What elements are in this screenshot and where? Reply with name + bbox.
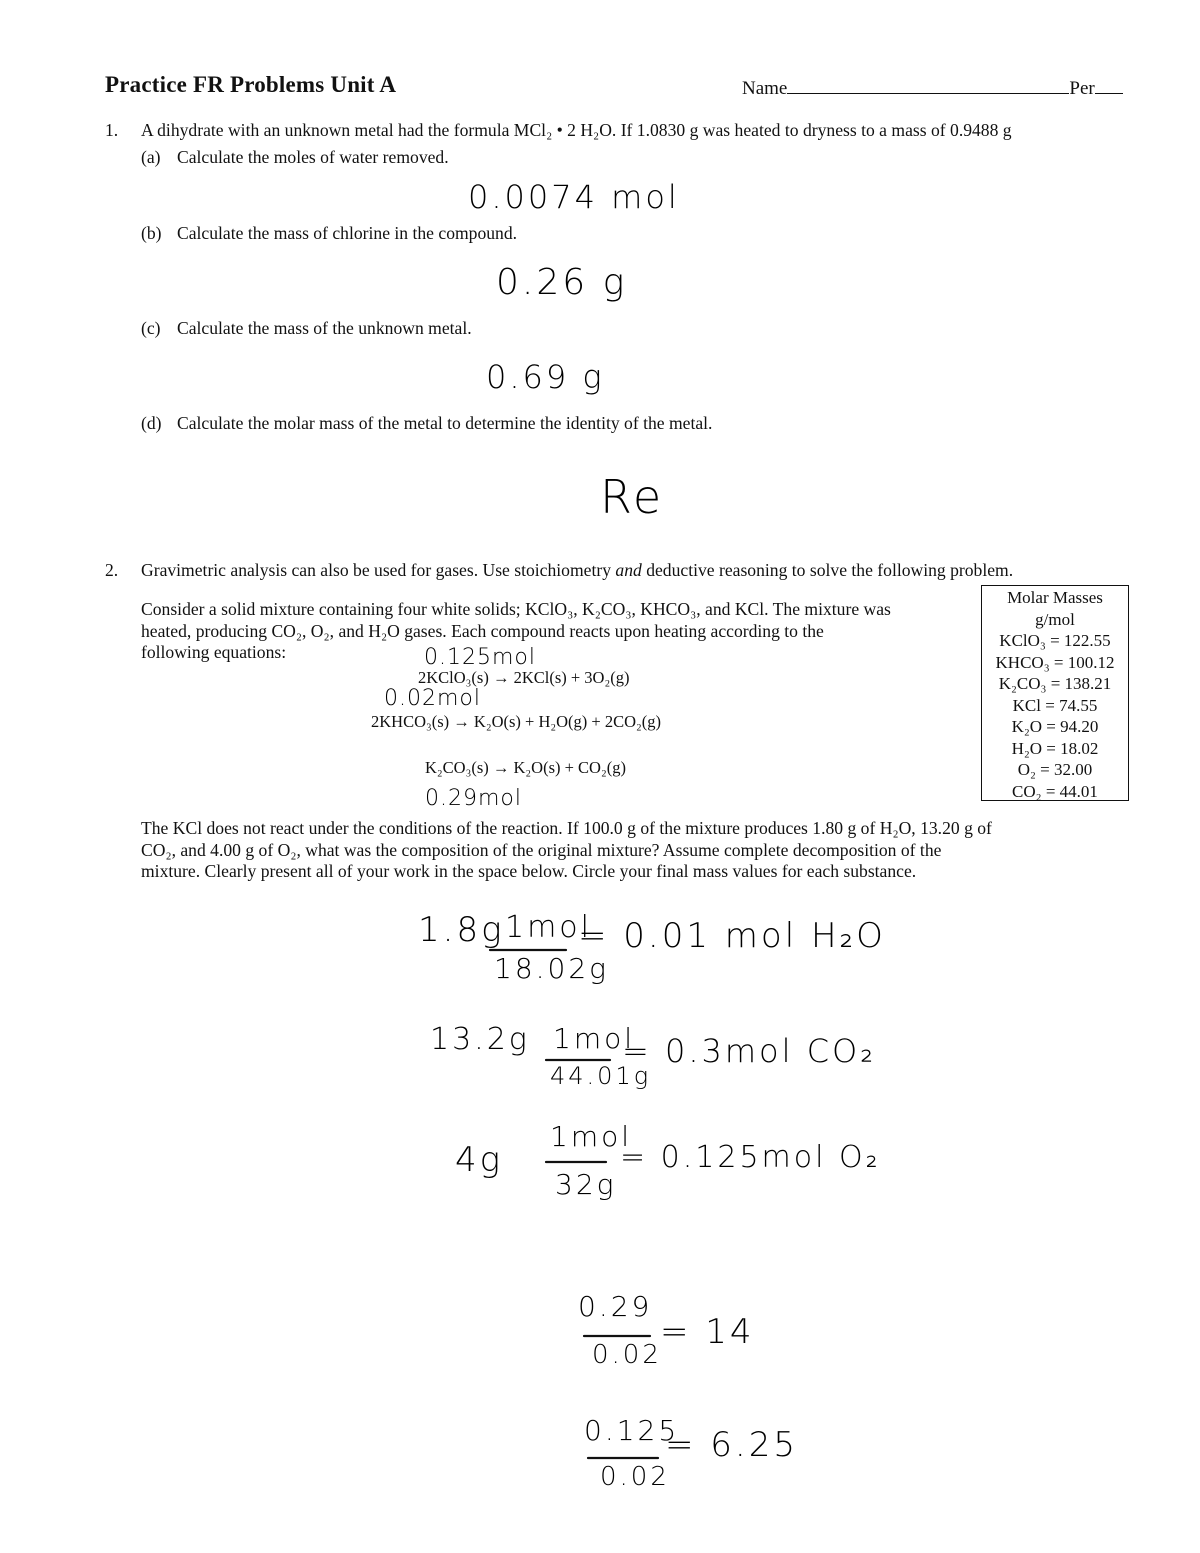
- part-b-answer: 0.26 g: [496, 262, 628, 303]
- work-2-denominator: 44.01g: [550, 1062, 652, 1090]
- part-b-label: (b): [141, 223, 162, 243]
- work-3-fraction-bar: [546, 1160, 616, 1164]
- work-3-unit: 1mol: [550, 1120, 632, 1153]
- work-1-numerator: 1.8g: [418, 910, 505, 950]
- per-label: Per: [1069, 78, 1095, 99]
- question-line: CO₂, and 4.00 g of O₂, what was the composition of the original mixture? Assume complete decomposition of the: [141, 839, 942, 860]
- work-2-unit: 1mol: [553, 1022, 635, 1055]
- work-1-unit: 1mol: [505, 910, 592, 945]
- ratio-2-result: = 6.25: [665, 1425, 798, 1465]
- paragraph-line: Consider a solid mixture containing four white solids; KClO₃, K₂CO₃, KHCO₃, and KCl. The mixture was: [141, 599, 891, 619]
- problem1-number: 1.: [105, 120, 119, 140]
- equation-note-1: 0.125mol: [424, 645, 536, 670]
- part-d-label: (d): [141, 413, 162, 433]
- name-field: [742, 76, 1123, 100]
- work-3-denominator: 32g: [555, 1168, 617, 1201]
- question-line: mixture. Clearly present all of your work in the space below. Circle your final mass values for each substance.: [141, 861, 917, 881]
- work-3-numerator: 4g: [455, 1140, 504, 1180]
- molar-mass-row: KHCO₃ = 100.12: [995, 652, 1115, 672]
- work-1-result: = 0.01 mol H₂O: [578, 916, 886, 956]
- question-line: The KCl does not react under the conditions of the reaction. If 100.0 g of the mixture produces 1.80 g of H₂O, 13.20 g of: [141, 818, 992, 838]
- molar-mass-row: K₂O = 94.20: [1011, 717, 1099, 736]
- molar-mass-row: H₂O = 18.02: [1011, 738, 1099, 758]
- equation-2: 2KHCO₃(s) → K₂O(s) + H₂O(g) + 2CO₂(g): [371, 712, 662, 731]
- ratio-2-fraction-bar: [588, 1456, 663, 1460]
- problem1-prompt: A dihydrate with an unknown metal had the formula MCl₂ • 2 H₂O. If 1.0830 g was heated to dryness to a mass of 0.9488 g: [141, 120, 1012, 140]
- part-d-text: Calculate the molar mass of the metal to determine the identity of the metal.: [177, 413, 713, 433]
- problem2-intro-a: Gravimetric analysis can also be used for gases. Use stoichiometry: [141, 560, 616, 580]
- part-a-label: (a): [141, 147, 161, 167]
- ratio-1-fraction-bar: [584, 1334, 654, 1338]
- molar-mass-row: K₂CO₃ = 138.21: [998, 674, 1112, 693]
- molar-mass-row: KCl = 74.55: [1012, 695, 1098, 715]
- problem2-question: [141, 818, 992, 883]
- problem2-number: 2.: [105, 560, 119, 580]
- problem2-intro-emphasis: and: [615, 560, 642, 580]
- part-a-answer: 0.0074 mol: [468, 178, 680, 216]
- period-blank: [1095, 76, 1123, 94]
- equation-3: K₂CO₃(s) → K₂O(s) + CO₂(g): [425, 758, 626, 777]
- part-b-text: Calculate the mass of chlorine in the compound.: [177, 223, 518, 243]
- molar-masses-unit: g/mol: [1035, 609, 1075, 629]
- work-1-denominator: 18.02g: [494, 952, 609, 985]
- ratio-1-numerator: 0.29: [578, 1290, 653, 1323]
- work-2-numerator: 13.2g: [430, 1022, 530, 1057]
- page-title: Practice FR Problems Unit A: [105, 72, 397, 97]
- ratio-1-denominator: 0.02: [592, 1340, 662, 1370]
- problem2-intro-b: deductive reasoning to solve the following problem.: [641, 560, 1014, 580]
- name-blank: [787, 76, 1069, 94]
- equation-1: 2KClO₃(s) → 2KCl(s) + 3O₂(g): [418, 668, 630, 687]
- ratio-2-denominator: 0.02: [600, 1462, 670, 1492]
- molar-masses-table: [981, 585, 1129, 801]
- paragraph-line: heated, producing CO₂, O₂, and H₂O gases. Each compound reacts upon heating according to the: [141, 620, 824, 641]
- equation-note-2: 0.02mol: [384, 686, 481, 711]
- equation-note-3: 0.29mol: [425, 786, 522, 811]
- work-3-result: = 0.125mol O₂: [620, 1140, 881, 1175]
- molar-mass-row: KClO₃ = 122.55: [999, 631, 1111, 650]
- molar-masses-title: Molar Masses: [1007, 588, 1103, 607]
- name-label: Name: [742, 78, 788, 99]
- part-c-answer: 0.69 g: [486, 358, 605, 396]
- molar-mass-row: CO₂ = 44.01: [1012, 781, 1098, 801]
- part-a-text: Calculate the moles of water removed.: [177, 147, 449, 167]
- work-2-result: = 0.3mol CO₂: [622, 1032, 877, 1070]
- paragraph-line: following equations:: [141, 642, 287, 662]
- problem2-intro: [141, 560, 1013, 582]
- part-d-answer: Re: [600, 470, 665, 524]
- ratio-2-numerator: 0.125: [584, 1414, 680, 1447]
- part-c-label: (c): [141, 318, 161, 338]
- part-c-text: Calculate the mass of the unknown metal.: [177, 318, 472, 338]
- ratio-1-result: = 14: [660, 1312, 755, 1352]
- molar-mass-row: O₂ = 32.00: [1017, 760, 1093, 779]
